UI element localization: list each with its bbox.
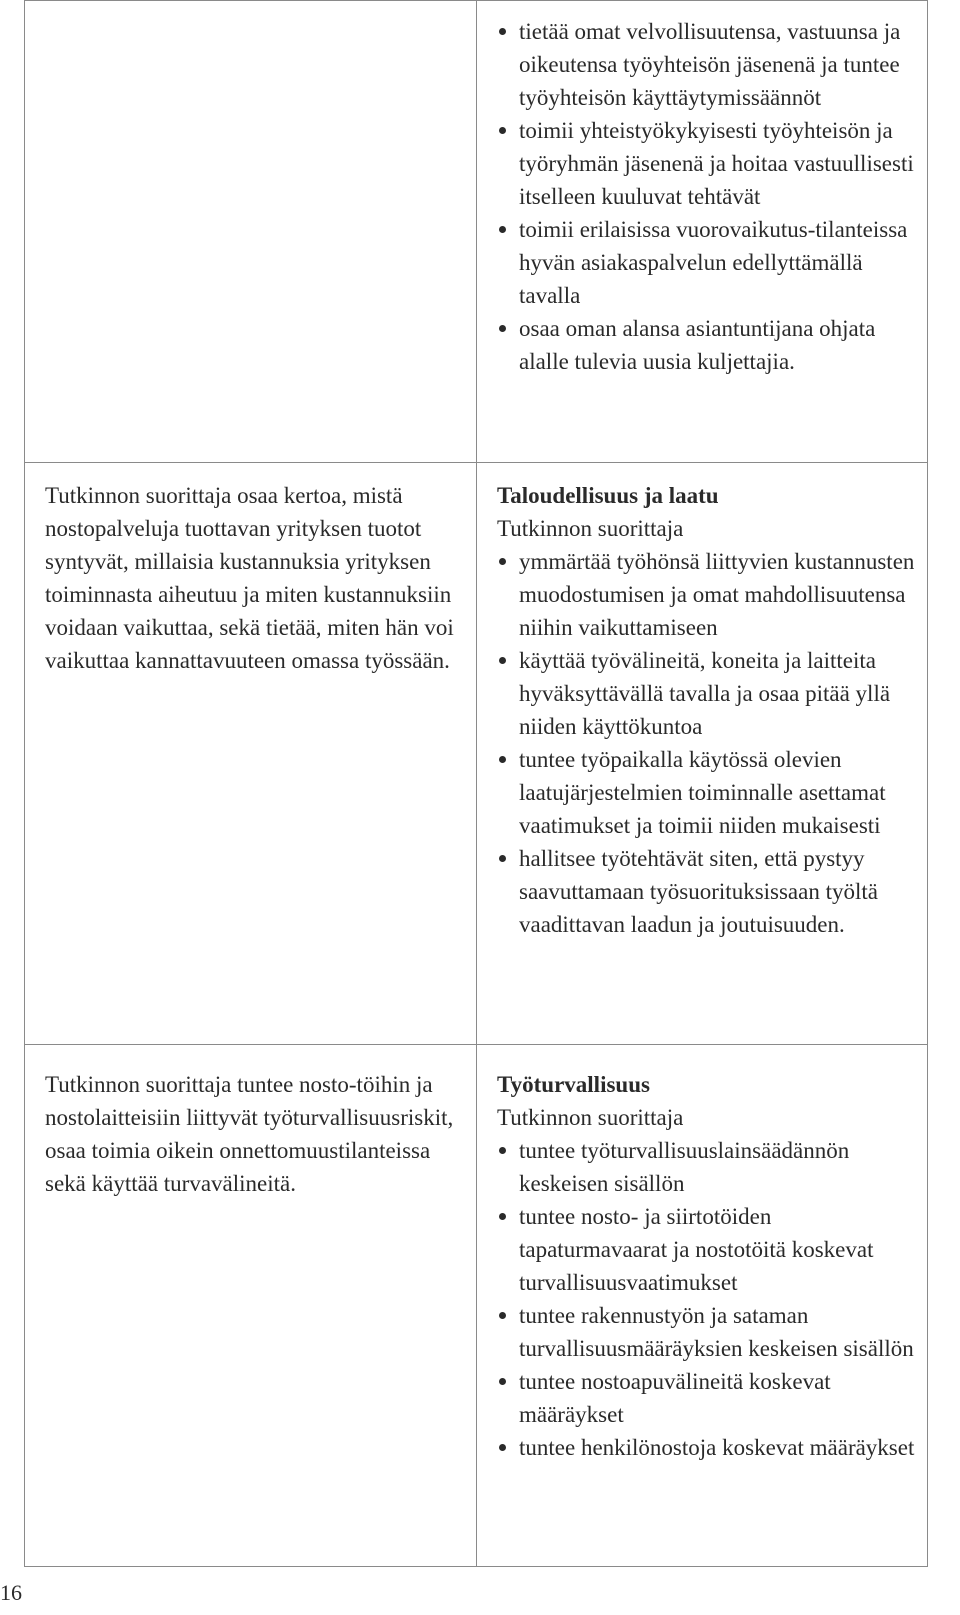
row3-left-cell: Tutkinnon suorittaja tuntee nosto-töihin ja nostolaitteisiin liittyvät työturvallisuusriskit, osaa toimia oikein onnettomuustilanteissa sekä käyttää turvavälineitä. [45, 1072, 454, 1196]
section-subheading: Tutkinnon suorittaja [497, 516, 684, 541]
row1-right-cell [497, 15, 922, 378]
section-subheading: Tutkinnon suorittaja [497, 1105, 684, 1130]
list-item: tuntee nosto- ja siirtotöiden tapaturmavaarat ja nostotöitä koskevat turvallisuusvaatimukset [497, 1200, 922, 1299]
list-item: tuntee työturvallisuuslainsäädännön keskeisen sisällön [497, 1134, 922, 1200]
row-divider [25, 1044, 927, 1045]
bullet-list [497, 545, 922, 941]
list-item: tietää omat velvollisuutensa, vastuunsa ja oikeutensa työyhteisön jäsenenä ja tuntee työyhteisön käyttäytymissäännöt [497, 15, 922, 114]
bullet-list [497, 1134, 922, 1464]
list-item: tuntee rakennustyön ja sataman turvallisuusmääräyksien keskeisen sisällön [497, 1299, 922, 1365]
list-item: tuntee henkilönostoja koskevat määräykset [497, 1431, 922, 1464]
row3-right-cell [497, 1068, 922, 1464]
list-item: osaa oman alansa asiantuntijana ohjata alalle tulevia uusia kuljettajia. [497, 312, 922, 378]
list-item: toimii yhteistyökykyisesti työyhteisön ja työryhmän jäsenenä ja hoitaa vastuullisesti itselleen kuuluvat tehtävät [497, 114, 922, 213]
list-item: toimii erilaisissa vuorovaikutus-tilanteissa hyvän asiakaspalvelun edellyttämällä tavalla [497, 213, 922, 312]
page-number: 16 [0, 1580, 22, 1605]
bullet-list [497, 15, 922, 378]
list-item: tuntee nostoapuvälineitä koskevat määräykset [497, 1365, 922, 1431]
list-item: käyttää työvälineitä, koneita ja laitteita hyväksyttävällä tavalla ja osaa pitää yllä niiden käyttökuntoa [497, 644, 922, 743]
content-table [24, 0, 928, 1567]
section-heading: Taloudellisuus ja laatu [497, 483, 719, 508]
section-heading: Työturvallisuus [497, 1072, 650, 1097]
row2-right-cell [497, 479, 922, 941]
list-item: ymmärtää työhönsä liittyvien kustannusten muodostumisen ja omat mahdollisuutensa niihin vaikuttamiseen [497, 545, 922, 644]
list-item: hallitsee työtehtävät siten, että pystyy saavuttamaan työsuorituksissaan työltä vaadittavan laadun ja joutuisuuden. [497, 842, 922, 941]
row2-left-cell: Tutkinnon suorittaja osaa kertoa, mistä nostopalveluja tuottavan yrityksen tuotot syntyvät, millaisia kustannuksia yrityksen toiminnasta aiheutuu ja miten kustannuksiin voidaan vaikuttaa, sekä tietää, miten hän voi vaikuttaa kannattavuuteen omassa työssään. [45, 483, 454, 673]
column-divider [476, 1, 477, 1566]
list-item: tuntee työpaikalla käytössä olevien laatujärjestelmien toiminnalle asettamat vaatimukset ja toimii niiden mukaisesti [497, 743, 922, 842]
row-divider [25, 462, 927, 463]
